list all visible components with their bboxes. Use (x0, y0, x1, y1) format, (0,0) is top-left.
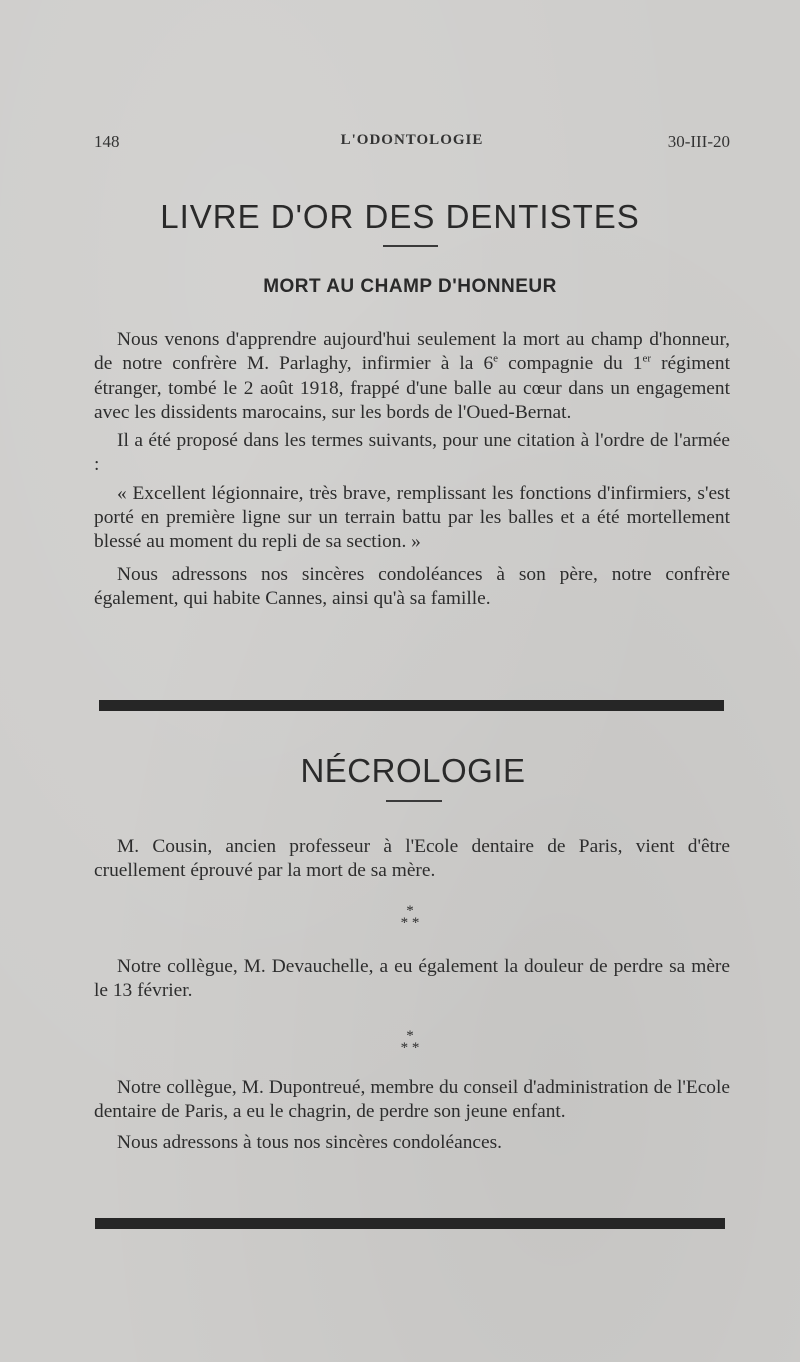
paragraph: Nous adressons nos sincères condoléances à son père, notre confrère également, qui habite Cannes, ainsi qu'à sa famille. (94, 563, 730, 609)
page-number: 148 (94, 132, 120, 151)
necrologie-entry-1 (94, 835, 730, 888)
paragraph: Notre collègue, M. Devauchelle, a eu également la douleur de perdre sa mère le 13 février. (94, 956, 730, 1002)
issue-date: 30-III-20 (667, 132, 730, 151)
paragraph: Nous venons d'apprendre aujourd'hui seulement la mort au champ d'honneur, de notre confrère M. Parlaghy, infirmier à la 6e compagnie du 1er régiment étranger, tombé le 2 août 1918, frappé d'une balle au cœur dans un engagement avec les dissidents marocains, sur les bords de l'Oued-Bernat. (94, 329, 730, 423)
journal-title: L'ODONTOLOGIE (340, 132, 484, 148)
asterism-separator: * * * (400, 1028, 420, 1056)
paragraph: M. Cousin, ancien professeur à l'Ecole dentaire de Paris, vient d'être cruellement éprouvé par la mort de sa mère. (94, 836, 730, 882)
paragraph: Nous adressons à tous nos sincères condoléances. (117, 1131, 503, 1153)
necrologie-entry-3 (94, 1076, 730, 1159)
section-divider-bar (99, 700, 724, 711)
section-title-necrologie: NÉCROLOGIE (300, 752, 526, 789)
subsection-title: MORT AU CHAMP D'HONNEUR (263, 276, 557, 297)
running-head (94, 132, 730, 156)
section-divider-bar (95, 1218, 725, 1229)
paragraph: Il a été proposé dans les termes suivants, pour une citation à l'ordre de l'armée : (94, 430, 730, 476)
asterism-separator: * * * (400, 903, 420, 931)
title-rule (383, 245, 438, 247)
necrologie-entry-2 (94, 955, 730, 1008)
citation-paragraph: « Excellent légionnaire, très brave, remplissant les fonctions d'infirmiers, s'est porté en première ligne sur un terrain battu par les balles et a été mortellement blessé au moment du repli de sa section. » (94, 482, 730, 553)
section-title-livre-dor: LIVRE D'OR DES DENTISTES (160, 198, 640, 235)
livre-dor-body (94, 328, 730, 615)
paragraph: Notre collègue, M. Dupontreué, membre du conseil d'administration de l'Ecole dentaire de Paris, a eu le chagrin, de perdre son jeune enfant. (94, 1077, 730, 1123)
title-rule (386, 800, 442, 802)
